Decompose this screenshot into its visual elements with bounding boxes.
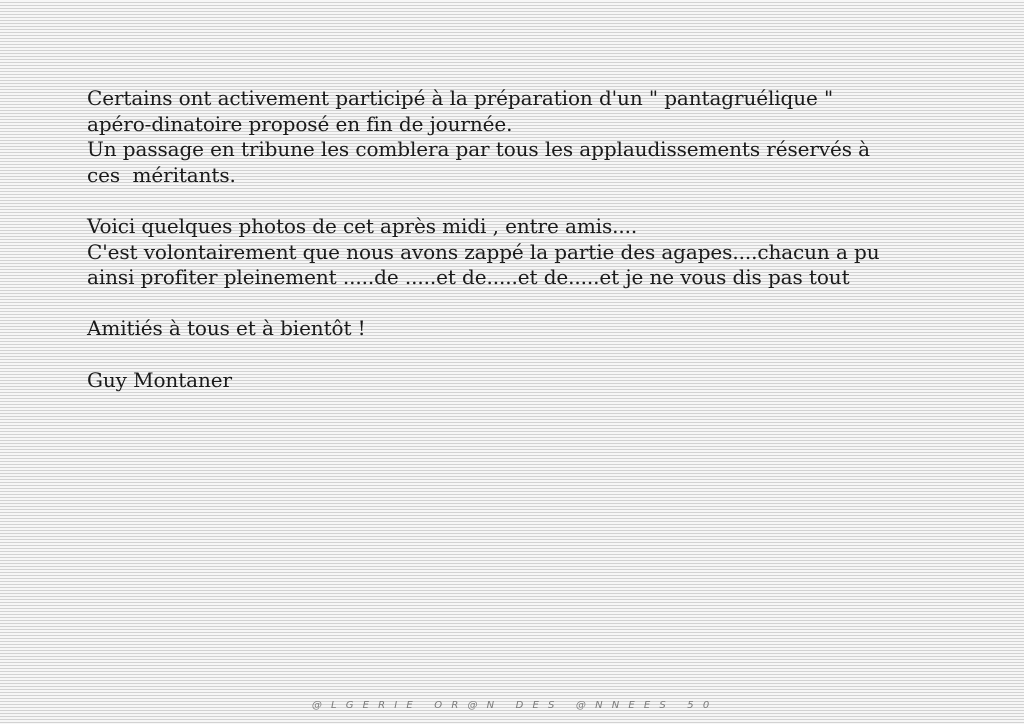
signature-name: Guy Montaner xyxy=(87,367,232,392)
paragraph-spacer xyxy=(87,188,987,214)
text-line: C'est volontairement que nous avons zappé la partie des agapes....chacun a pu xyxy=(87,239,880,264)
paragraph-2 xyxy=(87,214,987,291)
text-line: ainsi profiter pleinement .....de .....et de.....et de.....et je ne vous dis pas tout xyxy=(87,265,850,290)
text-line: Voici quelques photos de cet après midi , entre amis.... xyxy=(87,213,638,238)
paragraph-spacer xyxy=(87,342,987,368)
paragraph-spacer xyxy=(87,291,987,317)
paragraph-greeting xyxy=(87,316,987,342)
text-line: apéro-dinatoire proposé en fin de journée. xyxy=(87,111,513,136)
greeting-line: Amitiés à tous et à bientôt ! xyxy=(87,316,366,341)
text-line: ces méritants. xyxy=(87,162,236,187)
text-line: Un passage en tribune les comblera par tous les applaudissements réservés à xyxy=(87,137,870,162)
document-body xyxy=(87,86,987,393)
text-line: Certains ont activement participé à la préparation d'un " pantagruélique " xyxy=(87,86,834,110)
footer-watermark: @ L G E R I E O R @ N D E S @ N N E E S 5 0 xyxy=(311,700,713,711)
signature xyxy=(87,368,987,394)
paragraph-1 xyxy=(87,86,987,188)
